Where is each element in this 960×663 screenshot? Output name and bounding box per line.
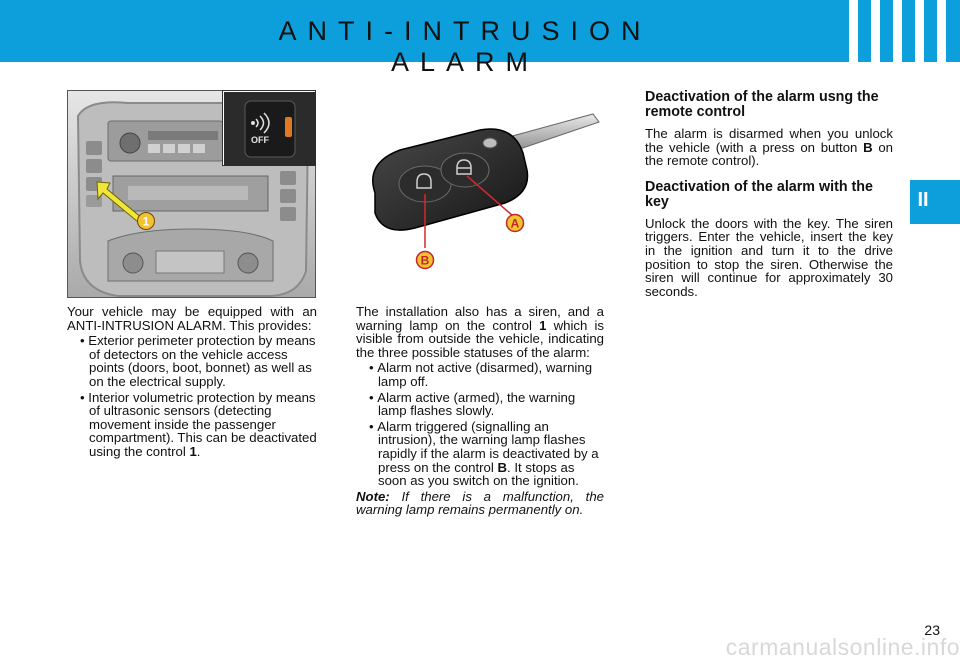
header-band [0,0,960,77]
list-item-text: Exterior perimeter protection by means of detectors on the vehicle access points (doors, boot, bonnet) as well as on the electrical supply. [88,333,316,389]
deactivation-column [645,90,893,300]
list-item: • Alarm active (armed), the warning lamp flashes slowly. [369,389,576,419]
remote-key-illustration [355,108,605,278]
note-paragraph [356,490,604,517]
section-heading: Deactivation of the alarm with the key [645,178,873,210]
list-item-text: Alarm not active (disarmed), warning lamp off. [377,360,593,389]
control-ref: 1 [539,317,547,333]
control-ref: 1 [189,443,197,459]
off-label: OFF [251,135,269,145]
marker-1 [136,211,156,231]
siren-paragraph [356,305,604,359]
header-stripe [915,0,924,62]
header-stripe [893,0,902,62]
marker-a-label: A [510,216,520,231]
page-number: 23 [924,622,940,638]
key-paragraph: Unlock the doors with the key. The siren triggers. Enter the vehicle, insert the key in the ignition and turn it to the drive position to stop the siren. Otherwise the siren will continue for approximately 30 seconds. [645,215,893,299]
section-heading: Deactivation of the alarm usng the remote control [645,89,879,120]
list-item-text: Alarm active (armed), the warning lamp flashes slowly. [377,389,576,419]
paragraph-text: The alarm is disarmed when you unlock the vehicle (with a press on button [645,126,893,155]
paragraph-text: The installation also has a siren, and a warning lamp on the control [356,304,604,333]
list-item: • Alarm triggered (signalling an intrusion), the warning lamp flashes rapidly if the alarm is deactivated by a press on the control B. It stops as soon as you switch on the ignition. [369,418,599,489]
list-item: • Exterior perimeter protection by means of detectors on the vehicle access points (doors, boot, bonnet) as well as on the electrical supply. [80,333,316,389]
page-title: ANTI-INTRUSION ALARM [278,16,652,77]
button-ref: B [863,139,873,155]
paragraph-text-end: which is visible from outside the vehicle, indicating the three possible statuses of the alarm: [356,317,604,360]
intro-column [67,305,317,461]
marker-b [415,250,435,270]
header-stripe [849,0,858,62]
footer-watermark: carmanualsonline.info [725,634,960,660]
list-item: • Interior volumetric protection by means of ultrasonic sensors (detecting movement inside the passenger compartment). This can be deactivated using the control 1. [80,389,317,459]
header-stripe [937,0,946,62]
list-item: • Alarm not active (disarmed), warning lamp off. [369,360,593,389]
status-column [356,305,604,519]
paragraph-text-end: on the remote control). [645,139,893,169]
note-label: Note: [356,488,390,504]
remote-paragraph [645,127,893,168]
marker-b-label: B [420,253,430,268]
marker-1-label: 1 [142,214,150,229]
control-ref: B [497,459,508,475]
switch-inset [222,90,316,166]
note-text: If there is a malfunction, the warning lamp remains permanently on. [356,488,604,518]
off-switch-illustration [223,91,317,167]
intro-paragraph: Your vehicle may be equipped with an ANTI-INTRUSION ALARM. This provides: [67,304,317,333]
list-item-text-end: . [196,443,201,459]
marker-a [505,213,525,233]
list-item-text: Interior volumetric protection by means of ultrasonic sensors (detecting movement inside the passenger compartment). This can be deactivated using the control [88,389,317,459]
header-stripe [871,0,880,62]
chapter-tab [910,180,960,224]
header-stripes [835,0,960,62]
list-item-text-end: . It stops as soon as you switch on the ignition. [378,459,579,489]
chapter-tab-label: II [917,189,929,211]
list-item-text: Alarm triggered (signalling an intrusion), the warning lamp flashes rapidly if the alarm is deactivated by a press on the control [377,418,599,475]
